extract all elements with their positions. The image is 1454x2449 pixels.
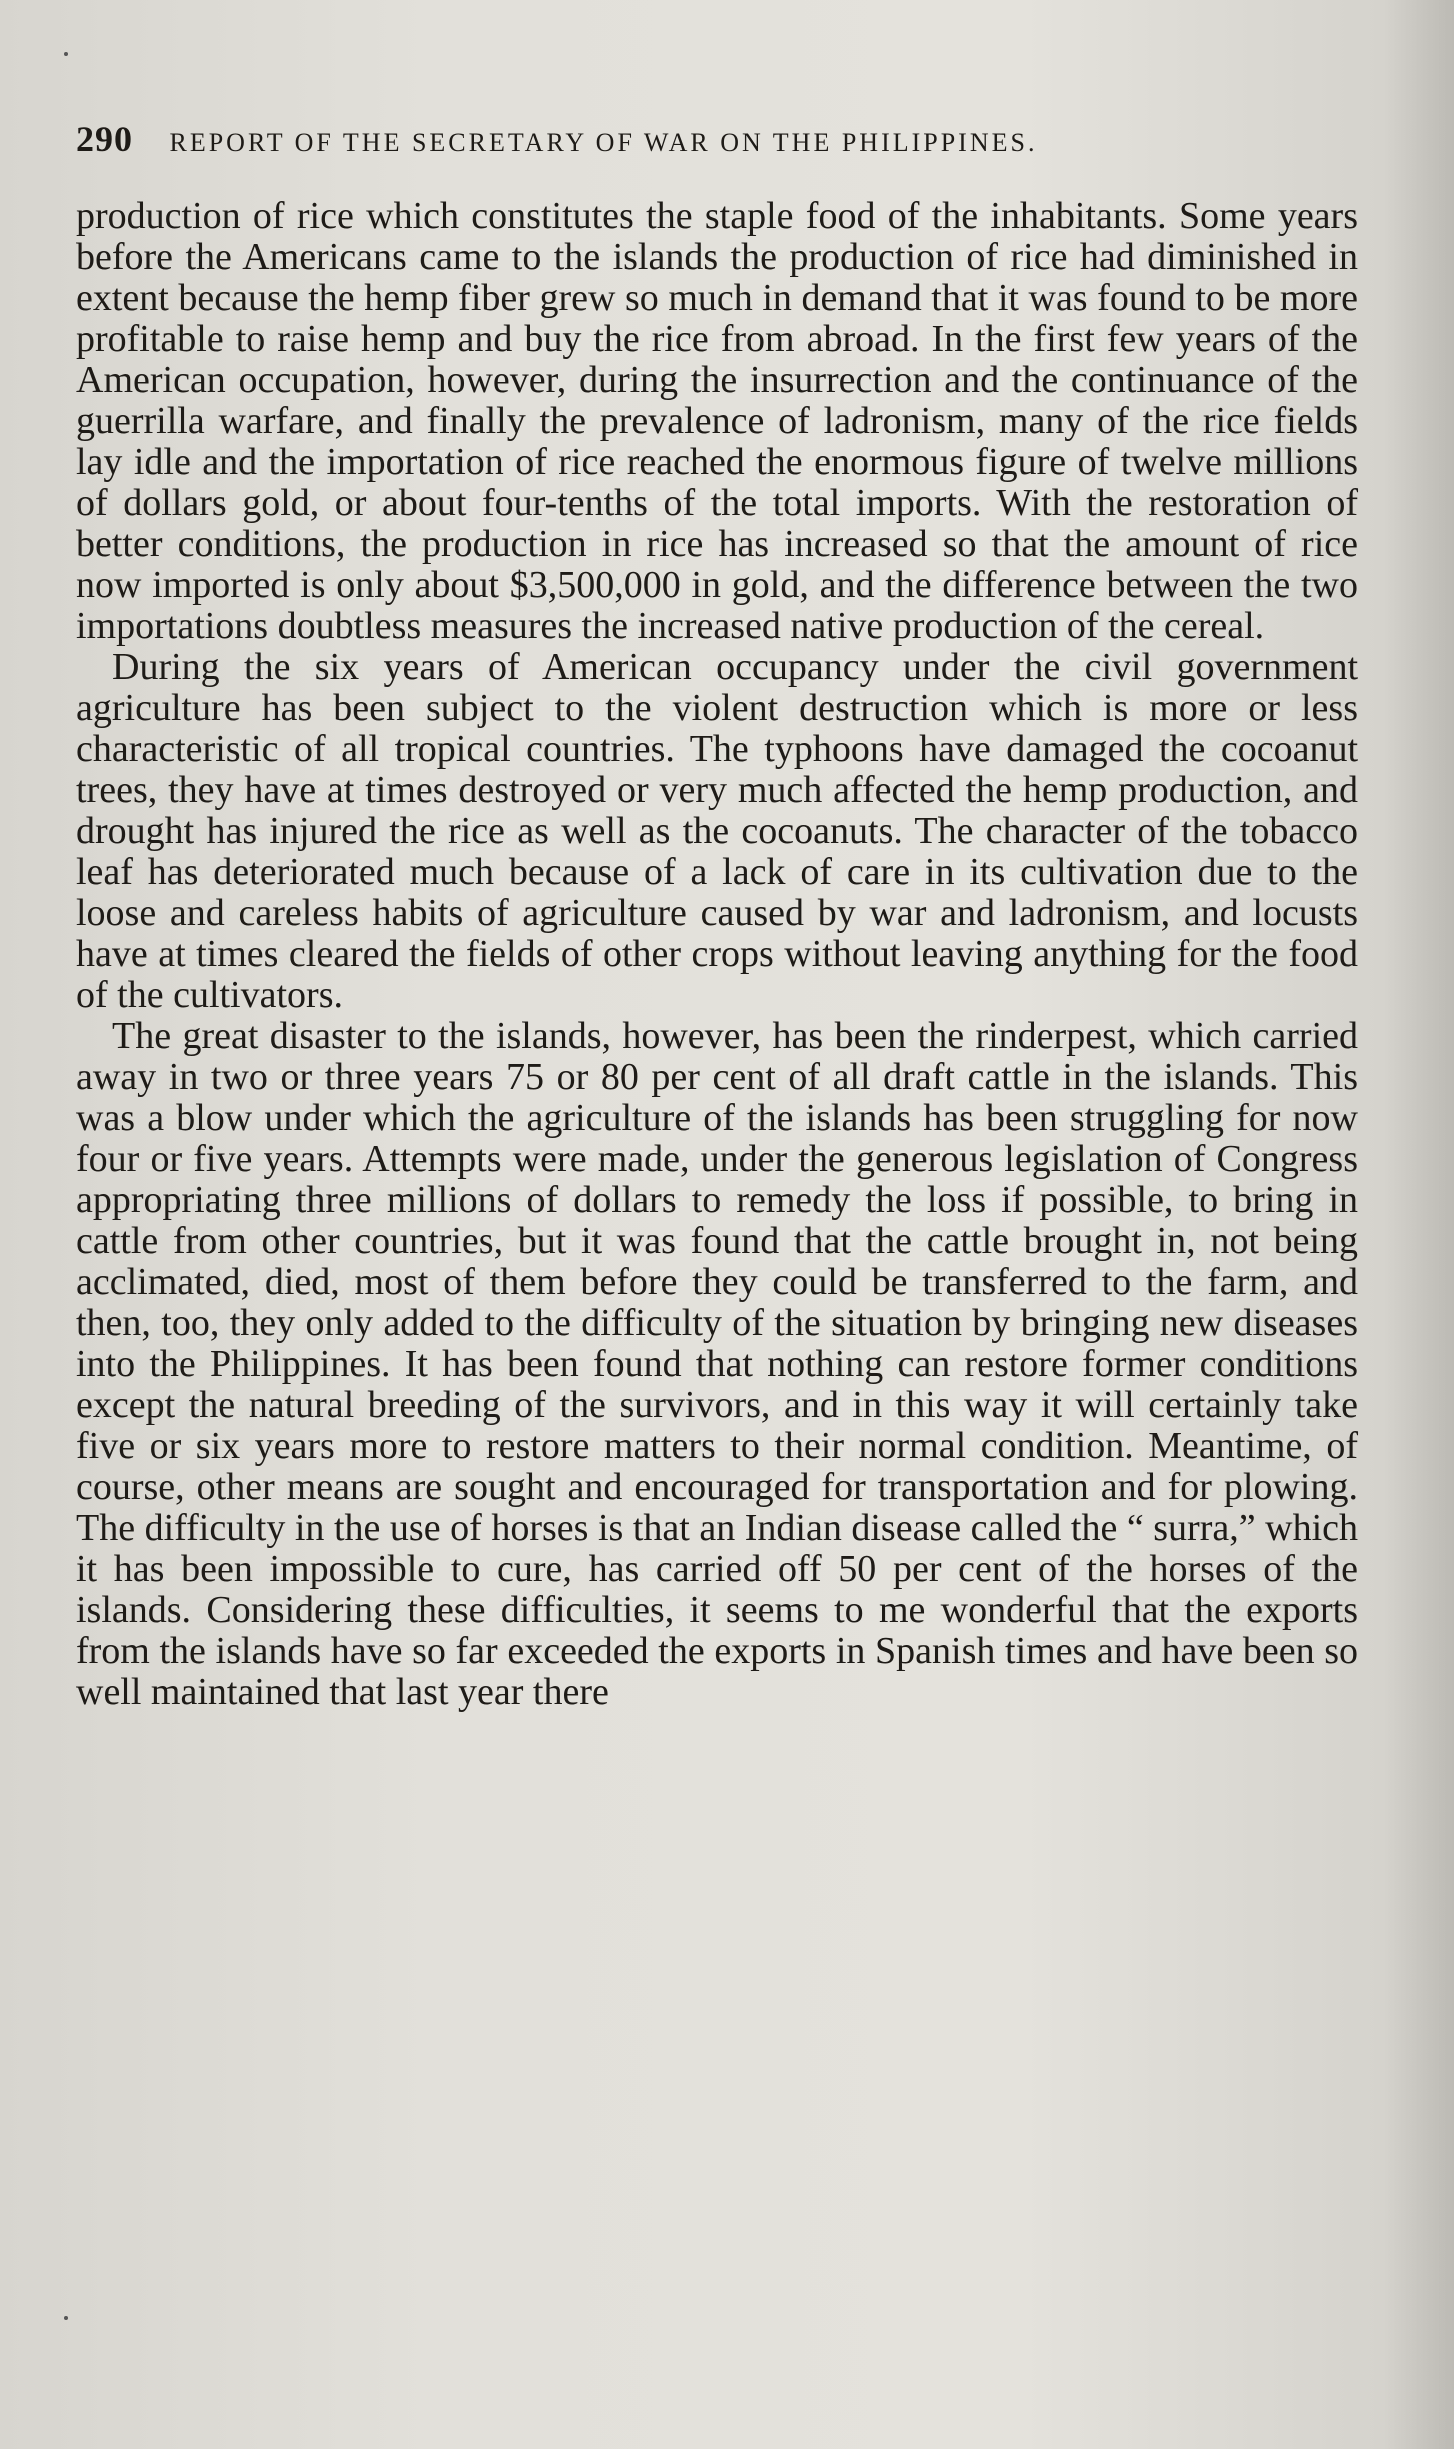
paragraph-rinderpest: The great disaster to the islands, however, has been the rinderpest, which carried away in two or three years 75 or 80 per cent of all draft cattle in the islands. This was a blow under which the agriculture of the islands has been struggling for now four or five years. Attempts were made, under the generous legislation of Congress appropriating three millions of dollars to remedy the loss if possible, to bring in cattle from other countries, but it was found that the cattle brought in, not being acclimated, died, most of them before they could be transferred to the farm, and then, too, they only added to the difficulty of the situation by bringing new diseases into the Philippines. It has been found that nothing can restore former conditions except the natural breeding of the survivors, and in this way it will certainly take five or six years more to restore matters to their normal condition. Meantime, of course, other means are sought and encouraged for transportation and for plowing. The difficulty in the use of horses is that an Indian disease called the “ surra,” which it has been impossible to cure, has carried off 50 per cent of the horses of the islands. Considering these difficulties, it seems to me wonderful that the exports from the islands have so far exceeded the exports in Spanish times and have been so well maintained that last year there [76, 1015, 1358, 1713]
page-edge-shadow [1384, 0, 1454, 2449]
paragraph-agriculture: During the six years of American occupancy under the civil government agriculture has been subject to the violent destruction which is more or less characteristic of all tropical countries. The typhoons have damaged the cocoanut trees, they have at times destroyed or very much affected the hemp production, and drought has injured the rice as well as the cocoanuts. The character of the tobacco leaf has deteriorated much because of a lack of care in its cultivation due to the loose and careless habits of agriculture caused by war and ladronism, and locusts have at times cleared the fields of other crops without leaving anything for the food of the cultivators. [76, 646, 1358, 1016]
scan-speck [64, 52, 68, 56]
scan-speck [64, 2316, 68, 2320]
running-title: REPORT OF THE SECRETARY OF WAR ON THE PHILIPPINES. [169, 128, 1038, 157]
paragraph-continuation: production of rice which constitutes the staple food of the inhabitants. Some years before the Americans came to the islands the production of rice had diminished in extent because the hemp fiber grew so much in demand that it was found to be more profitable to raise hemp and buy the rice from abroad. In the first few years of the American occupation, however, during the insurrection and the continuance of the guerrilla warfare, and finally the prevalence of ladronism, many of the rice fields lay idle and the importation of rice reached the enormous figure of twelve millions of dollars gold, or about four-tenths of the total imports. With the restoration of better conditions, the production in rice has increased so that the amount of rice now imported is only about $3,500,000 in gold, and the difference between the two importations doubtless measures the increased native production of the cereal. [76, 195, 1358, 647]
body-text [76, 196, 1358, 1713]
page-number: 290 [76, 119, 133, 159]
page-header [76, 118, 1346, 160]
